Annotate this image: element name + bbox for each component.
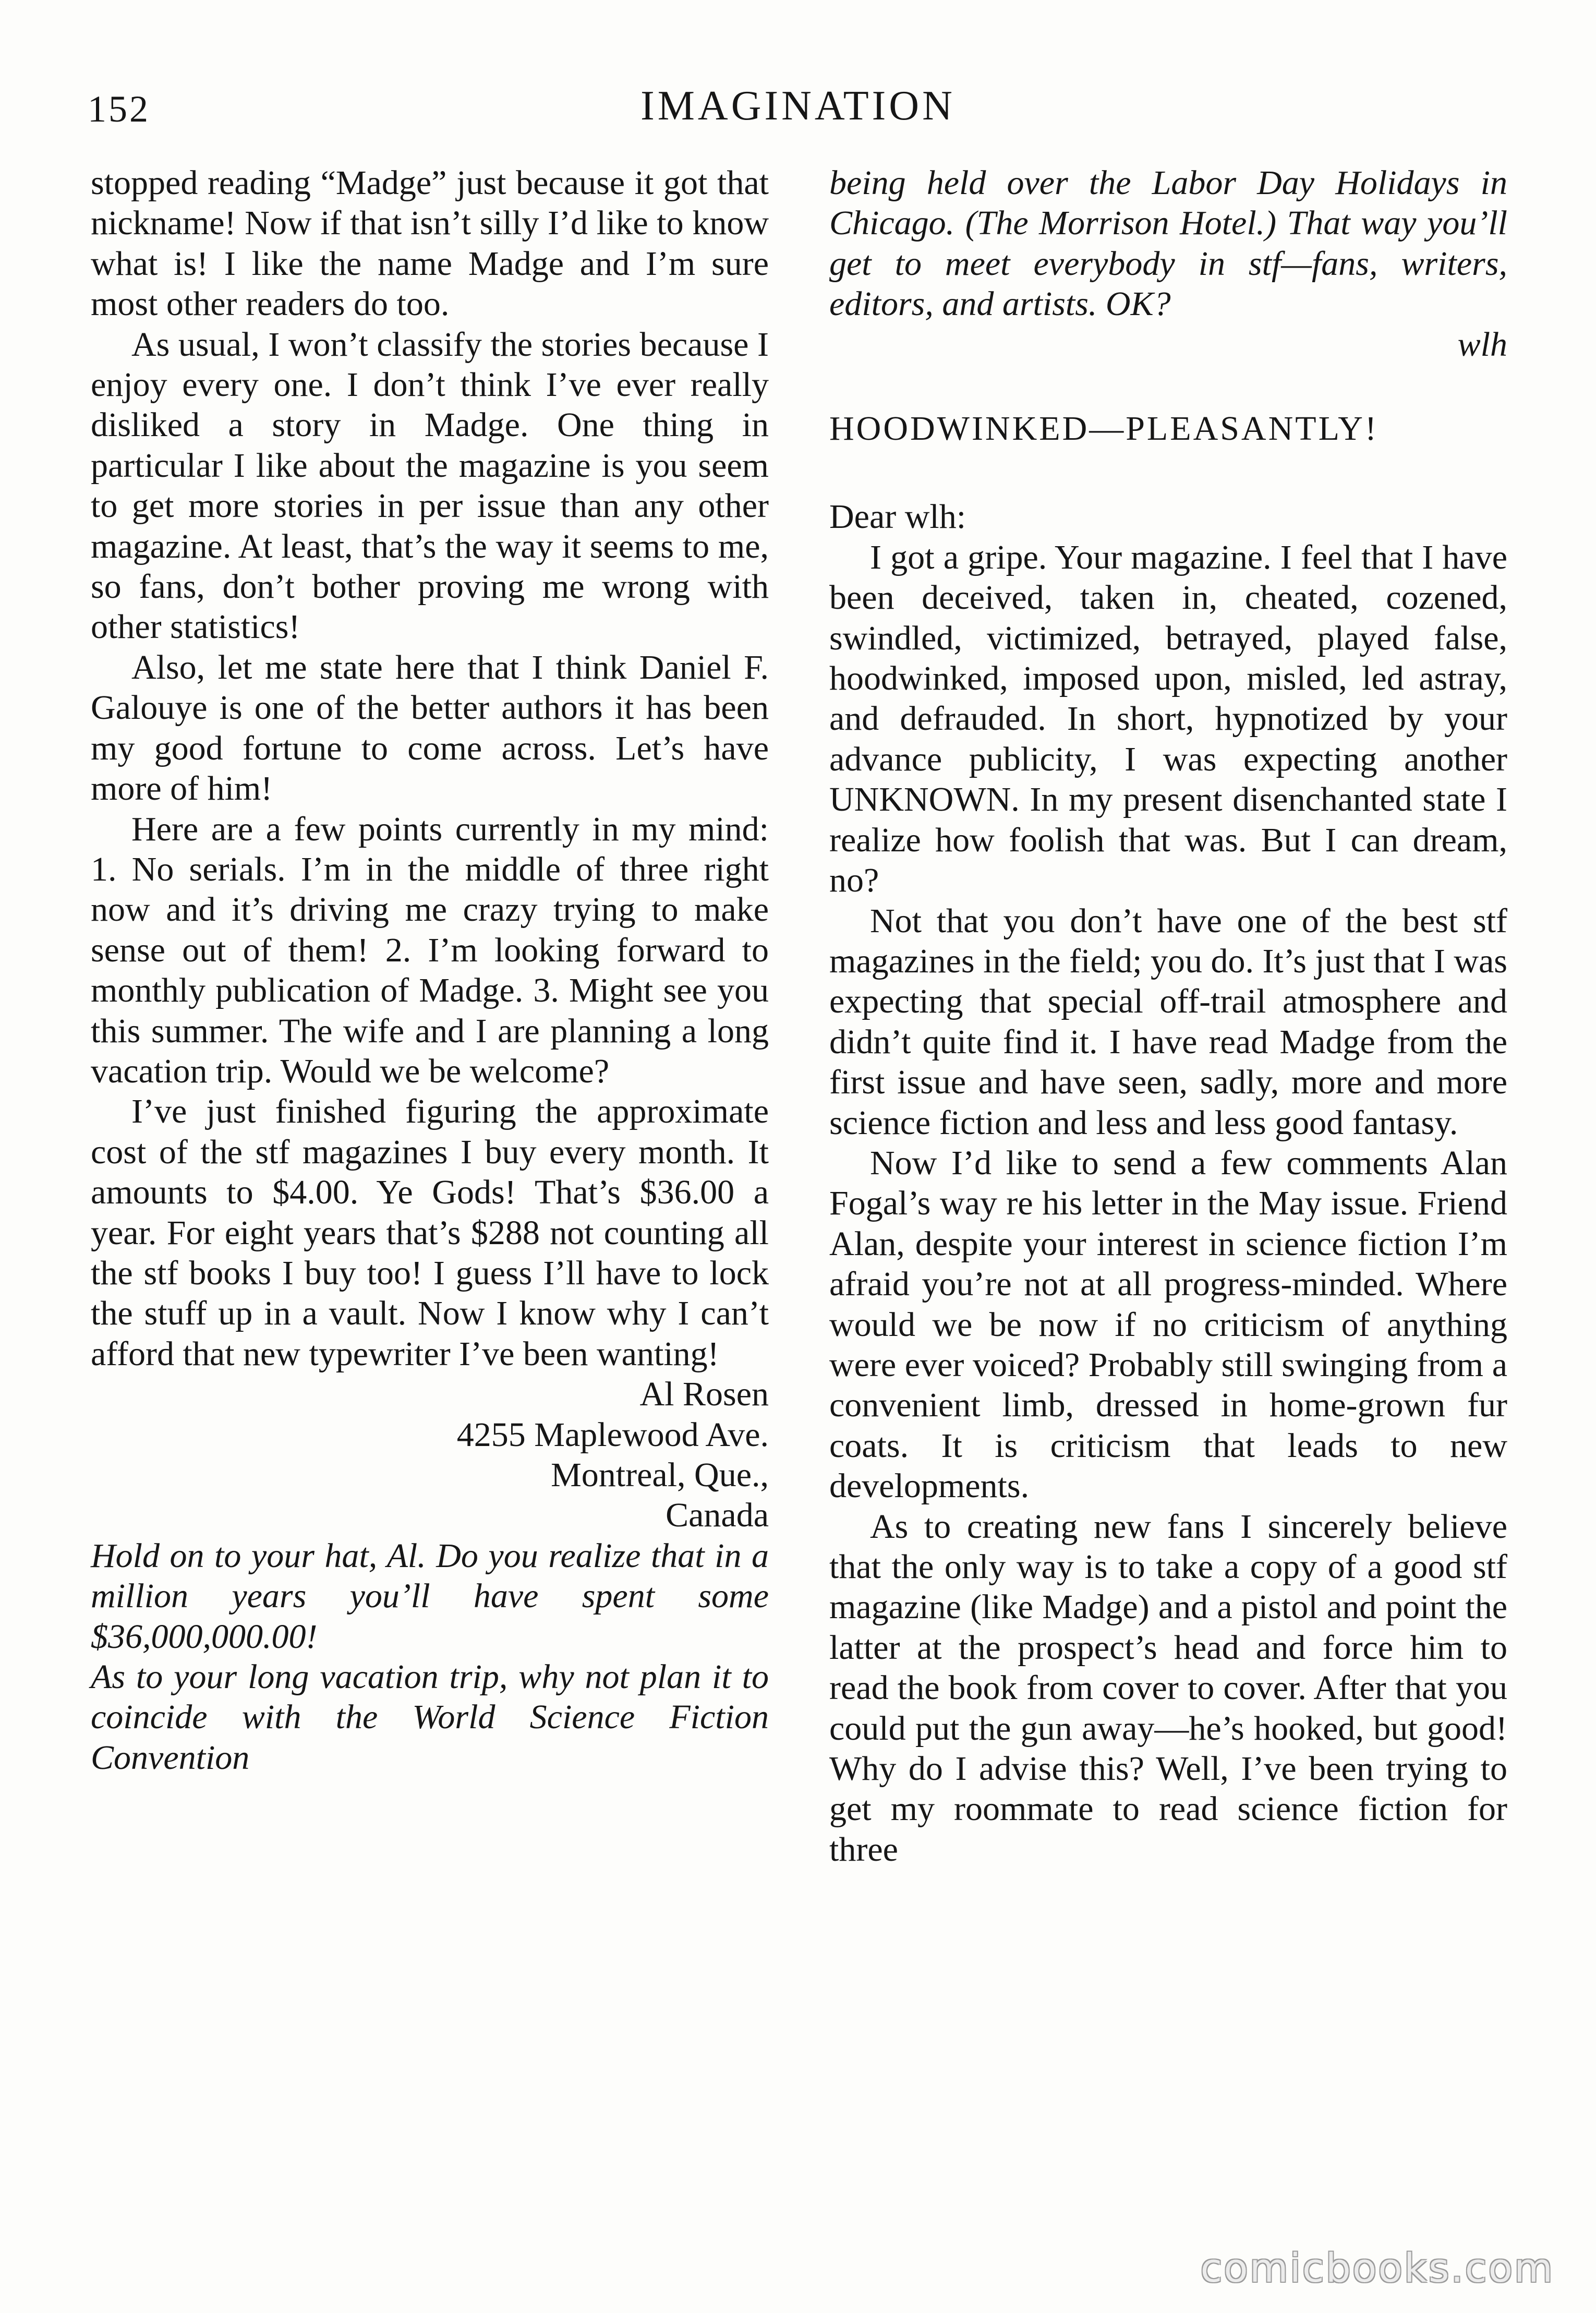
- letter-signature: [91, 1374, 769, 1536]
- site-watermark: comicbooks.com: [1200, 2245, 1554, 2291]
- letter-paragraph: As to creating new fans I sincerely believe that the only way is to take a copy of a good stf magazine (like Madge) and a pistol and point the latter at the prospect’s head and force him to read the book from cover to cover. After that you could put the gun away—he’s hooked, but good! Why do I advise this? Well, I’ve been trying to get my roommate to read science fiction for three: [829, 1507, 1507, 1869]
- letter-paragraph: I’ve just finished figuring the approximate cost of the stf magazines I buy every month. It amounts to $4.00. Ye Gods! That’s $36.00 a year. For eight years that’s $288 not counting all the stf books I buy too! I guess I’ll have to lock the stuff up in a vault. Now I know why I can’t afford that new typewriter I’ve been wanting!: [91, 1092, 769, 1373]
- left-column: [91, 163, 769, 1778]
- letter-salutation: Dear wlh:: [829, 498, 966, 536]
- letter-paragraph: Here are a few points currently in my mind: 1. No serials. I’m in the middle of three right now and it’s driving me crazy trying to make sense out of them! 2. I’m looking forward to monthly publication of Madge. 3. Might see you this summer. The wife and I are planning a long vacation trip. Would we be welcome?: [91, 810, 769, 1090]
- letter-paragraph: stopped reading “Madge” just because it got that nickname! Now if that isn’t silly I’d like to know what is! I like the name Madge and I’m sure most other readers do too.: [91, 164, 769, 323]
- page-header: [88, 77, 1508, 135]
- right-column: [829, 163, 1507, 1870]
- running-head: IMAGINATION: [640, 83, 956, 129]
- letter-paragraph: I got a gripe. Your magazine. I feel that I have been deceived, taken in, cheated, cozened, swindled, victimized, betrayed, played false, hoodwinked, imposed upon, misled, led astray, and defrauded. In short, hypnotized by your advance publicity, I was expecting another UNKNOWN. In my present disenchanted state I realize how foolish that was. But I can dream, no?: [829, 538, 1507, 900]
- signature-street: 4255 Maplewood Ave.: [456, 1415, 769, 1454]
- letter-heading: HOODWINKED—PLEASANTLY!: [829, 409, 1379, 448]
- signature-country: Canada: [666, 1496, 769, 1535]
- signature-name: Al Rosen: [639, 1375, 769, 1414]
- letter-paragraph: As usual, I won’t classify the stories because I enjoy every one. I don’t think I’ve ever really disliked a story in Madge. One thing in particular I like about the magazine is you seem to get more stories in per issue than any other magazine. At least, that’s the way it seems to me, so fans, don’t bother proving me wrong with other statistics!: [91, 325, 769, 646]
- editor-initials: wlh: [1457, 325, 1507, 364]
- letter-paragraph: Now I’d like to send a few comments Alan Fogal’s way re his letter in the May issue. Friend Alan, despite your interest in science fiction I’m afraid you’re not at all progress-minded. Where would we be now if no criticism of anything were ever voiced? Probably still swinging from a convenient limb, dressed in home-grown fur coats. It is criticism that leads to new developments.: [829, 1143, 1507, 1505]
- page-number: 152: [88, 88, 150, 130]
- editor-reply-continued: being held over the Labor Day Holidays in Chicago. (The Morrison Hotel.) That way you’ll get to meet everybody in stf—fans, writers, editors, and artists. OK?: [829, 164, 1507, 323]
- letter-paragraph: Also, let me state here that I think Daniel F. Galouye is one of the better authors it has been my good fortune to come across. Let’s have more of him!: [91, 648, 769, 808]
- signature-city: Montreal, Que.,: [551, 1456, 769, 1494]
- letter-paragraph: Not that you don’t have one of the best stf magazines in the field; you do. It’s just that I was expecting that special off-trail atmosphere and didn’t quite find it. I have read Madge from the first issue and have seen, sadly, more and more science fiction and less and less good fantasy.: [829, 901, 1507, 1142]
- editor-reply: Hold on to your hat, Al. Do you realize that in a million years you’ll have spent some $36,000,000.00!: [91, 1536, 769, 1656]
- editor-reply: As to your long vacation trip, why not plan it to coincide with the World Science Fiction Convention: [91, 1658, 769, 1777]
